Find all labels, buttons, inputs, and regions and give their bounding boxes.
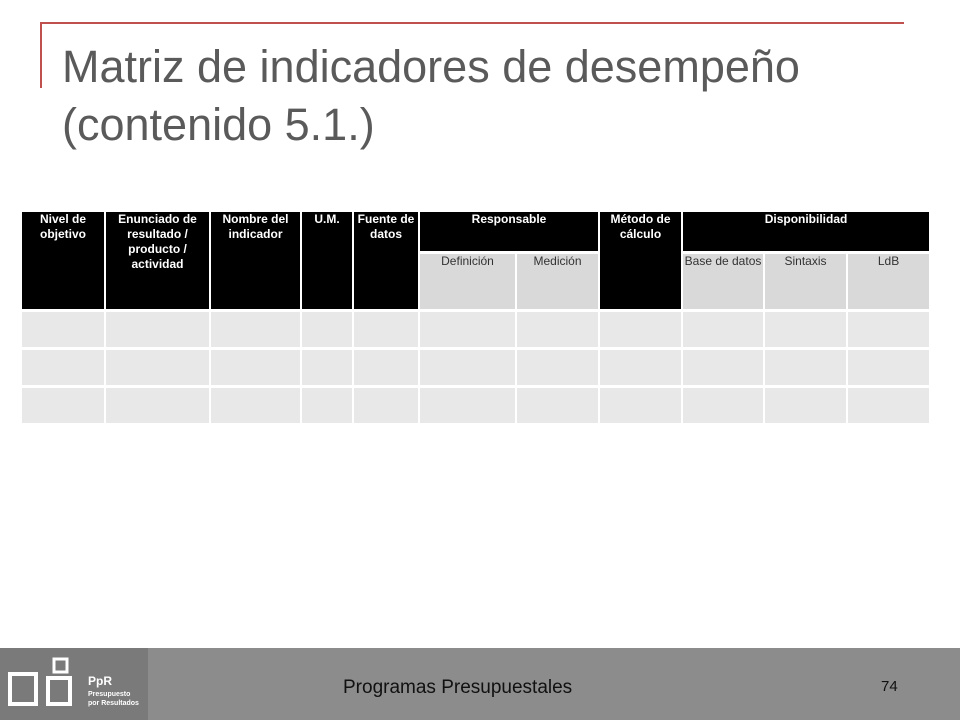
logo-resultados-text: por Resultados (88, 700, 139, 707)
table-cell[interactable] (764, 348, 847, 386)
table-cell[interactable] (599, 348, 682, 386)
subheader-medicion: Medición (516, 252, 599, 310)
table-cell[interactable] (353, 310, 419, 348)
header-nombre: Nombre del indicador (210, 212, 301, 310)
table-cell[interactable] (210, 310, 301, 348)
header-nivel: Nivel de objetivo (22, 212, 105, 310)
table-cell[interactable] (301, 386, 353, 424)
table-cell[interactable] (419, 348, 516, 386)
table-cell[interactable] (419, 310, 516, 348)
table-cell[interactable] (599, 310, 682, 348)
footer-text: Programas Presupuestales (343, 677, 573, 698)
header-metodo: Método de cálculo (599, 212, 682, 310)
header-row (22, 212, 930, 252)
ppr-logo (0, 648, 148, 720)
subheader-definicion: Definición (419, 252, 516, 310)
subheader-sintaxis: Sintaxis (764, 252, 847, 310)
header-um: U.M. (301, 212, 353, 310)
table-cell[interactable] (22, 310, 105, 348)
table-row (22, 310, 930, 348)
title-frame-left-line (40, 22, 42, 88)
table-cell[interactable] (847, 310, 930, 348)
table-cell[interactable] (22, 348, 105, 386)
table-cell[interactable] (210, 348, 301, 386)
table-cell[interactable] (682, 386, 764, 424)
logo-ppr-text: PpR (88, 674, 112, 688)
table-cell[interactable] (516, 386, 599, 424)
table-cell[interactable] (105, 310, 210, 348)
page-number: 74 (881, 678, 898, 695)
header-enunciado: Enunciado de resultado / producto / actividad (105, 212, 210, 310)
table-cell[interactable] (847, 348, 930, 386)
table-cell[interactable] (22, 386, 105, 424)
header-disponibilidad: Disponibilidad (682, 212, 930, 252)
header-responsable: Responsable (419, 212, 599, 252)
subheader-ldb: LdB (847, 252, 930, 310)
logo-presupuesto-text: Presupuesto (88, 691, 131, 698)
table-row (22, 348, 930, 386)
table-cell[interactable] (847, 386, 930, 424)
table-cell[interactable] (105, 348, 210, 386)
subheader-base-datos: Base de datos (682, 252, 764, 310)
table-cell[interactable] (301, 310, 353, 348)
table-cell[interactable] (682, 310, 764, 348)
table-cell[interactable] (353, 348, 419, 386)
table-cell[interactable] (353, 386, 419, 424)
slide-title: Matriz de indicadores de desempeño (contenido 5.1.) (62, 41, 800, 150)
table-cell[interactable] (682, 348, 764, 386)
table-cell[interactable] (516, 348, 599, 386)
table-cell[interactable] (764, 386, 847, 424)
table-body (22, 310, 930, 424)
slide-footer (0, 648, 960, 720)
table-cell[interactable] (301, 348, 353, 386)
header-fuente: Fuente de datos (353, 212, 419, 310)
title-frame-top-line (40, 22, 904, 24)
table-cell[interactable] (764, 310, 847, 348)
table-cell[interactable] (105, 386, 210, 424)
table-cell[interactable] (210, 386, 301, 424)
table-cell[interactable] (599, 386, 682, 424)
table-cell[interactable] (516, 310, 599, 348)
table-row (22, 386, 930, 424)
indicators-matrix-table (22, 212, 931, 426)
table-cell[interactable] (419, 386, 516, 424)
